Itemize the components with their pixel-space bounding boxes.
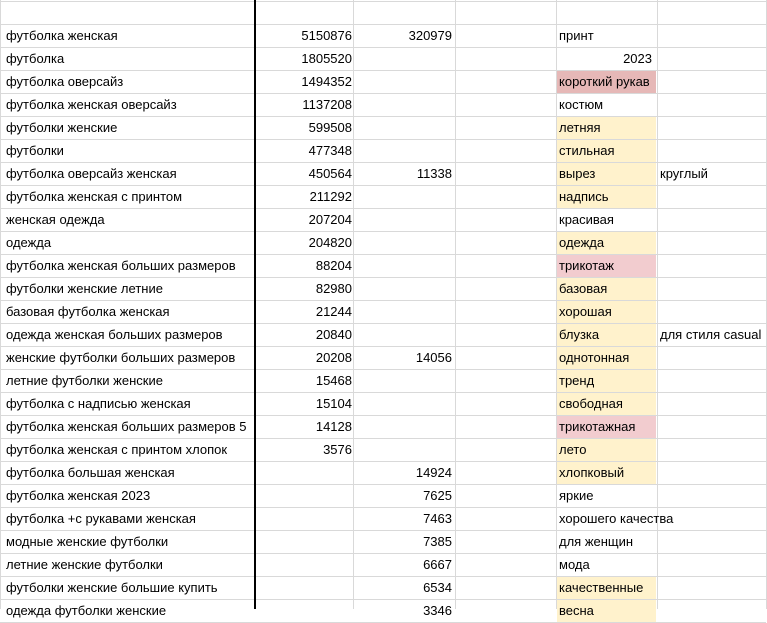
keyword-cell[interactable]: футболка женская оверсайз bbox=[6, 97, 177, 112]
secondary-count-cell[interactable] bbox=[354, 48, 452, 70]
note-cell[interactable] bbox=[660, 416, 766, 438]
keyword-cell[interactable]: футболка большая женская bbox=[6, 465, 175, 480]
frequency-cell[interactable]: 3576 bbox=[323, 442, 352, 457]
secondary-count-cell[interactable]: 6534 bbox=[423, 580, 452, 595]
tag-cell[interactable]: стильная bbox=[557, 140, 656, 162]
tag-cell[interactable]: костюм bbox=[559, 97, 604, 112]
note-cell[interactable] bbox=[660, 48, 766, 70]
tag-cell[interactable]: красивая bbox=[559, 212, 614, 227]
secondary-count-cell[interactable] bbox=[354, 301, 452, 323]
frequency-cell[interactable] bbox=[256, 531, 352, 553]
frequency-cell[interactable]: 20840 bbox=[315, 327, 352, 342]
tag-cell[interactable]: трикотаж bbox=[557, 255, 656, 277]
note-cell[interactable] bbox=[660, 531, 766, 553]
secondary-count-cell[interactable] bbox=[354, 255, 452, 277]
frequency-cell[interactable]: 450564 bbox=[308, 166, 352, 181]
keyword-cell[interactable]: одежда женская больших размеров bbox=[6, 327, 223, 342]
secondary-count-cell[interactable] bbox=[354, 232, 452, 254]
secondary-count-cell[interactable] bbox=[354, 370, 452, 392]
keyword-cell[interactable]: футболка женская с принтом bbox=[6, 189, 183, 204]
frequency-cell[interactable]: 477348 bbox=[308, 143, 352, 158]
note-cell[interactable] bbox=[660, 439, 766, 461]
frequency-cell[interactable]: 599508 bbox=[308, 120, 352, 135]
secondary-count-cell[interactable]: 14924 bbox=[415, 465, 452, 480]
grid-row-line bbox=[0, 1, 766, 2]
frequency-cell[interactable]: 15104 bbox=[315, 396, 352, 411]
secondary-count-cell[interactable] bbox=[354, 140, 452, 162]
tag-cell[interactable]: летняя bbox=[557, 117, 656, 139]
tag-cell[interactable]: трикотажная bbox=[557, 416, 656, 438]
keyword-cell[interactable]: футболка оверсайз bbox=[6, 74, 124, 89]
keyword-cell[interactable]: футболки женские bbox=[6, 120, 118, 135]
tag-cell[interactable]: одежда bbox=[557, 232, 656, 254]
keyword-cell[interactable]: футболки bbox=[6, 143, 64, 158]
frequency-cell[interactable]: 21244 bbox=[315, 304, 352, 319]
secondary-count-cell[interactable] bbox=[354, 71, 452, 93]
keyword-cell[interactable]: летние футболки женские bbox=[6, 373, 163, 388]
secondary-count-cell[interactable] bbox=[354, 416, 452, 438]
note-cell[interactable] bbox=[660, 25, 766, 47]
note-cell[interactable]: круглый bbox=[660, 166, 708, 181]
keyword-cell[interactable]: футболка bbox=[6, 51, 65, 66]
note-cell[interactable] bbox=[660, 462, 766, 484]
tag-cell[interactable]: свободная bbox=[557, 393, 656, 415]
secondary-count-cell[interactable]: 14056 bbox=[415, 350, 452, 365]
keyword-cell[interactable]: футболка женская bbox=[6, 28, 118, 43]
secondary-count-cell[interactable] bbox=[354, 209, 452, 231]
note-cell[interactable] bbox=[660, 370, 766, 392]
note-cell[interactable] bbox=[660, 186, 766, 208]
frequency-cell[interactable]: 1137208 bbox=[302, 97, 352, 112]
note-cell[interactable] bbox=[660, 600, 766, 622]
tag-cell[interactable]: блузка bbox=[557, 324, 656, 346]
frequency-cell[interactable] bbox=[256, 485, 352, 507]
secondary-count-cell[interactable] bbox=[354, 393, 452, 415]
frequency-cell[interactable]: 15468 bbox=[315, 373, 352, 388]
note-cell[interactable] bbox=[660, 255, 766, 277]
tag-cell[interactable]: короткий рукав bbox=[557, 71, 656, 93]
secondary-count-cell[interactable]: 6667 bbox=[423, 557, 452, 572]
tag-cell[interactable]: 2023 bbox=[623, 51, 652, 66]
keyword-cell[interactable]: футболка женская с принтом хлопок bbox=[6, 442, 228, 457]
frequency-cell[interactable] bbox=[256, 554, 352, 576]
keyword-cell[interactable]: женская одежда bbox=[6, 212, 105, 227]
tag-cell[interactable]: вырез bbox=[557, 163, 656, 185]
note-cell[interactable] bbox=[660, 301, 766, 323]
note-cell[interactable]: для стиля casual bbox=[660, 327, 762, 342]
frequency-cell[interactable]: 88204 bbox=[315, 258, 352, 273]
secondary-count-cell[interactable] bbox=[354, 324, 452, 346]
frequency-cell[interactable]: 204820 bbox=[308, 235, 352, 250]
secondary-count-cell[interactable] bbox=[354, 439, 452, 461]
keyword-cell[interactable]: базовая футболка женская bbox=[6, 304, 170, 319]
frequency-cell[interactable] bbox=[256, 508, 352, 530]
keyword-cell[interactable]: футболка с надписью женская bbox=[6, 396, 191, 411]
frequency-cell[interactable]: 20208 bbox=[315, 350, 352, 365]
note-cell[interactable] bbox=[660, 71, 766, 93]
tag-cell[interactable]: хорошая bbox=[557, 301, 656, 323]
frequency-cell[interactable]: 207204 bbox=[308, 212, 352, 227]
note-cell[interactable] bbox=[660, 508, 766, 530]
frequency-cell[interactable] bbox=[256, 600, 352, 622]
keyword-cell[interactable]: футболки женские большие купить bbox=[6, 580, 218, 595]
note-cell[interactable] bbox=[660, 485, 766, 507]
frequency-cell[interactable]: 1805520 bbox=[301, 51, 352, 66]
tag-cell[interactable]: тренд bbox=[557, 370, 656, 392]
keyword-cell[interactable]: женские футболки больших размеров bbox=[6, 350, 236, 365]
secondary-count-cell[interactable]: 320979 bbox=[408, 28, 452, 43]
keyword-cell[interactable]: футболки женские летние bbox=[6, 281, 163, 296]
tag-cell[interactable]: хорошего качества bbox=[559, 511, 674, 526]
grid-column-line bbox=[0, 0, 1, 609]
keyword-cell[interactable]: футболка женская больших размеров bbox=[6, 258, 236, 273]
keyword-cell[interactable]: футболка женская больших размеров 5 bbox=[6, 419, 247, 434]
note-cell[interactable] bbox=[660, 232, 766, 254]
note-cell[interactable] bbox=[660, 393, 766, 415]
tag-cell[interactable]: качественные bbox=[557, 577, 656, 599]
tag-cell[interactable]: надпись bbox=[557, 186, 656, 208]
note-cell[interactable] bbox=[660, 117, 766, 139]
note-cell[interactable] bbox=[660, 577, 766, 599]
frequency-cell[interactable]: 14128 bbox=[315, 419, 352, 434]
tag-cell[interactable]: яркие bbox=[559, 488, 594, 503]
tag-cell[interactable]: для женщин bbox=[559, 534, 634, 549]
secondary-count-cell[interactable]: 7385 bbox=[423, 534, 452, 549]
note-cell[interactable] bbox=[660, 209, 766, 231]
keyword-cell[interactable]: футболка +с рукавами женская bbox=[6, 511, 196, 526]
secondary-count-cell[interactable]: 7463 bbox=[423, 511, 452, 526]
secondary-count-cell[interactable] bbox=[354, 117, 452, 139]
tag-cell[interactable]: хлопковый bbox=[557, 462, 656, 484]
tag-cell[interactable]: лето bbox=[557, 439, 656, 461]
tag-cell[interactable]: весна bbox=[557, 600, 656, 622]
note-cell[interactable] bbox=[660, 140, 766, 162]
secondary-count-cell[interactable] bbox=[354, 186, 452, 208]
keyword-cell[interactable]: модные женские футболки bbox=[6, 534, 169, 549]
frequency-cell[interactable]: 82980 bbox=[315, 281, 352, 296]
secondary-count-cell[interactable] bbox=[354, 94, 452, 116]
tag-cell[interactable]: мода bbox=[559, 557, 590, 572]
frequency-cell[interactable]: 211292 bbox=[309, 189, 352, 204]
note-cell[interactable] bbox=[660, 554, 766, 576]
tag-cell[interactable]: однотонная bbox=[557, 347, 656, 369]
frequency-cell[interactable]: 1494352 bbox=[301, 74, 352, 89]
frequency-cell[interactable] bbox=[256, 577, 352, 599]
secondary-count-cell[interactable]: 11338 bbox=[416, 166, 452, 181]
tag-cell[interactable]: принт bbox=[559, 28, 594, 43]
note-cell[interactable] bbox=[660, 278, 766, 300]
secondary-count-cell[interactable] bbox=[354, 278, 452, 300]
keyword-cell[interactable]: одежда bbox=[6, 235, 52, 250]
secondary-count-cell[interactable]: 7625 bbox=[423, 488, 452, 503]
frequency-cell[interactable] bbox=[256, 462, 352, 484]
keyword-cell[interactable]: футболка женская 2023 bbox=[6, 488, 151, 503]
grid-column-line bbox=[455, 0, 456, 609]
tag-cell[interactable]: базовая bbox=[557, 278, 656, 300]
note-cell[interactable] bbox=[660, 347, 766, 369]
keyword-cell[interactable]: одежда футболки женские bbox=[6, 603, 167, 618]
keyword-cell[interactable]: футболка оверсайз женская bbox=[6, 166, 177, 181]
keyword-cell[interactable]: летние женские футболки bbox=[6, 557, 163, 572]
note-cell[interactable] bbox=[660, 94, 766, 116]
frequency-cell[interactable]: 5150876 bbox=[301, 28, 352, 43]
secondary-count-cell[interactable]: 3346 bbox=[423, 603, 452, 618]
